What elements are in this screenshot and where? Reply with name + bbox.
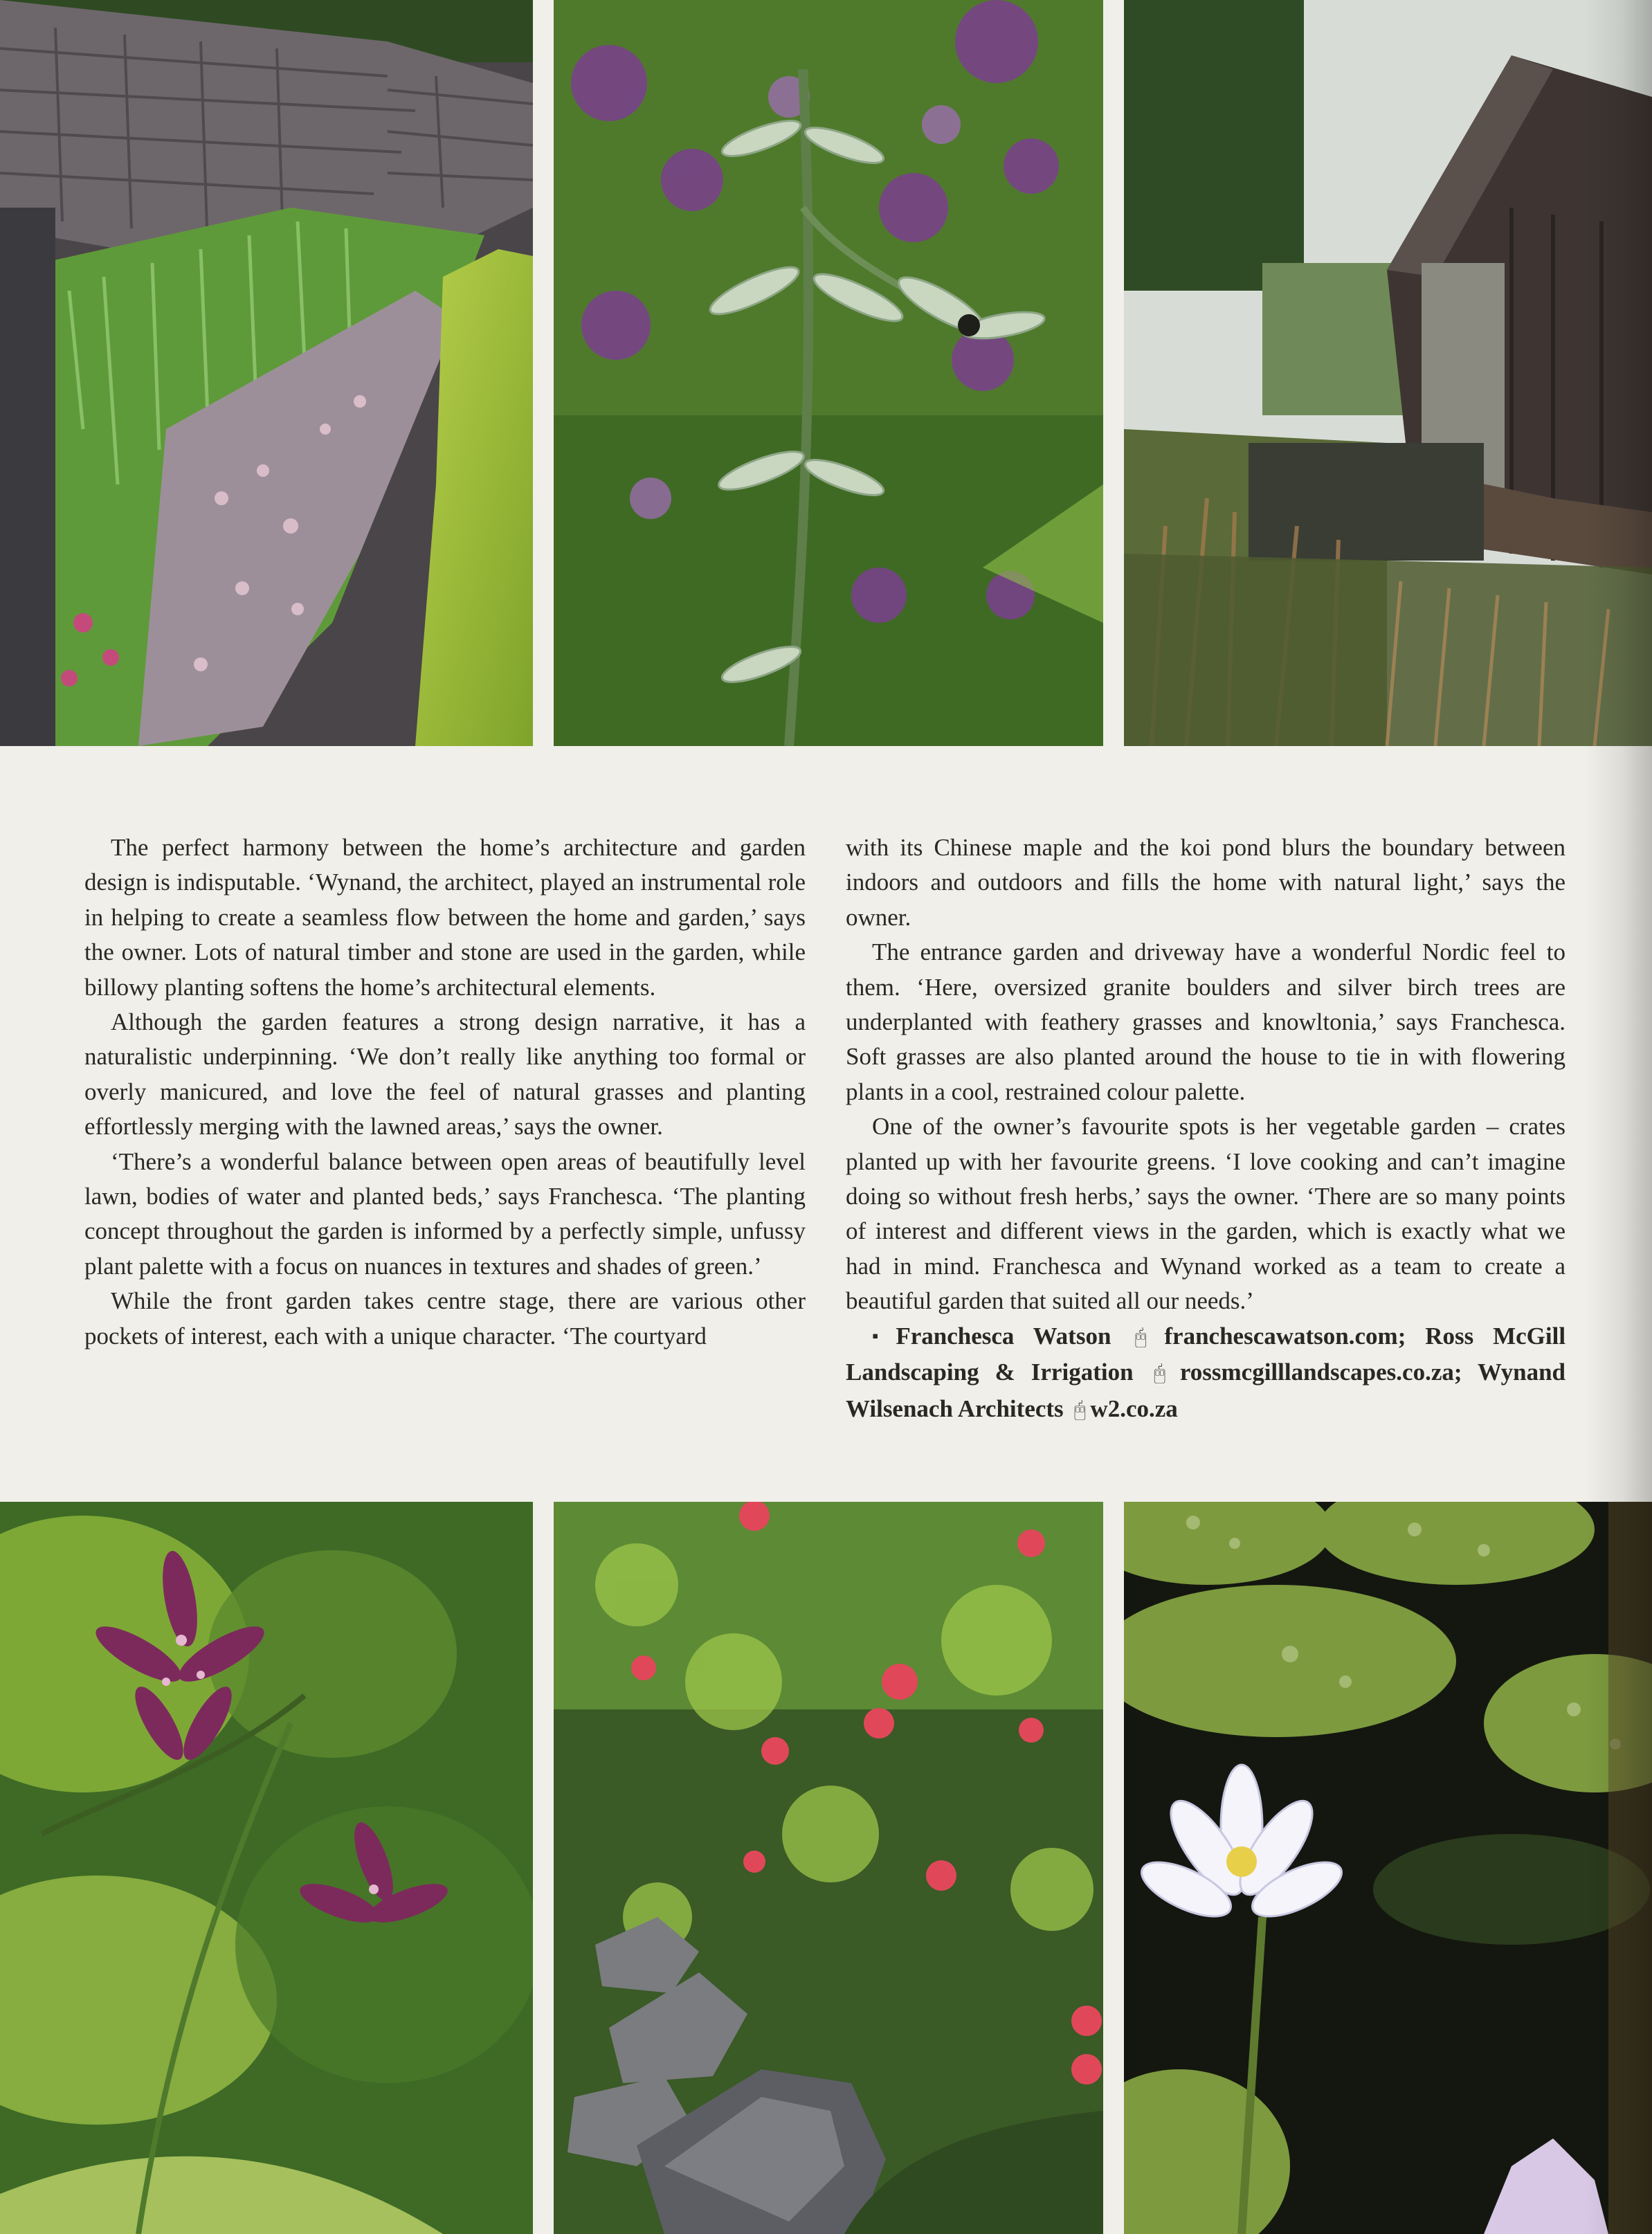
credit-link[interactable]: franchescawatson.com; <box>1164 1322 1406 1350</box>
computer-mouse-icon: 🖰 <box>1153 1362 1176 1386</box>
body-paragraph: The entrance garden and driveway have a wonderful Nordic feel to them. ‘Here, oversized granite boulders and silver birch trees are underplanted with feathery grasses and knowltonia,’ says Franchesca. Soft grasses are also planted around the house to tie in with flowering plants in a cool, restrained colour palette. <box>846 938 1565 1105</box>
photo-water-lily-pond <box>1124 1502 1652 2234</box>
body-paragraph: One of the owner’s favourite spots is her vegetable garden – crates planted up with her favourite greens. ‘I love cooking and can’t imagine doing so without fresh herbs,’ says the owner. ‘There are so many points of interest and different views in the garden, which is exactly what we had in mind. Franchesca and Wynand worked as a team to create a beautiful garden that suited all our needs.’ <box>846 1113 1565 1315</box>
photo-toad-lily-flowers <box>0 1502 533 2234</box>
credits-block <box>846 1319 1565 1428</box>
credit-name: Wynand Wilsenach Architects <box>846 1359 1566 1422</box>
body-paragraph: The perfect harmony between the home’s architecture and garden design is indisputable. ‘Wynand, the architect, played an instrumental role in helping to create a seamless flow between the home and garden,’ says the owner. Lots of natural timber and stone are used in the garden, while billowy planting softens the home’s architectural elements. <box>84 834 806 1001</box>
body-paragraph: with its Chinese maple and the koi pond blurs the boundary between indoors and outdoors and fills the home with natural light,’ says the owner. <box>846 834 1565 931</box>
photo-silver-sage-and-verbena <box>554 0 1103 746</box>
article-column-right <box>846 830 1565 1428</box>
credit-name: Ross McGill Landscaping & Irrigation <box>846 1322 1566 1386</box>
body-paragraph: Although the garden features a strong design narrative, it has a naturalistic underpinning. ‘We don’t really like anything too formal or overly manicured, and love the feel of natural grasses and planting effortlessly merging with the lawned areas,’ says the owner. <box>84 1008 806 1141</box>
credit-link[interactable]: w2.co.za <box>1090 1395 1178 1422</box>
body-paragraph: ‘There’s a wonderful balance between open areas of beautifully level lawn, bodies of water and planted beds,’ says Franchesca. ‘The planting concept throughout the garden is informed by a perfectly simple, unfussy plant palette with a focus on nuances in textures and shades of green.’ <box>84 1147 806 1280</box>
computer-mouse-icon: 🖰 <box>1134 1325 1161 1349</box>
credit-name: Franchesca Watson <box>896 1322 1111 1350</box>
photo-rockery-with-red-flowers <box>554 1502 1103 2234</box>
photo-stone-wall-garden-bed <box>0 0 533 746</box>
computer-mouse-icon: 🖰 <box>1073 1398 1087 1422</box>
credits-bullet: ▪ <box>872 1325 892 1346</box>
article-column-left <box>84 830 806 1354</box>
credit-link[interactable]: rossmcgilllandscapes.co.za; <box>1179 1359 1462 1386</box>
body-paragraph: While the front garden takes centre stage, there are various other pockets of interest, each with a unique character. ‘The courtyard <box>84 1287 806 1350</box>
photo-timber-cabin-and-pond <box>1124 0 1652 746</box>
